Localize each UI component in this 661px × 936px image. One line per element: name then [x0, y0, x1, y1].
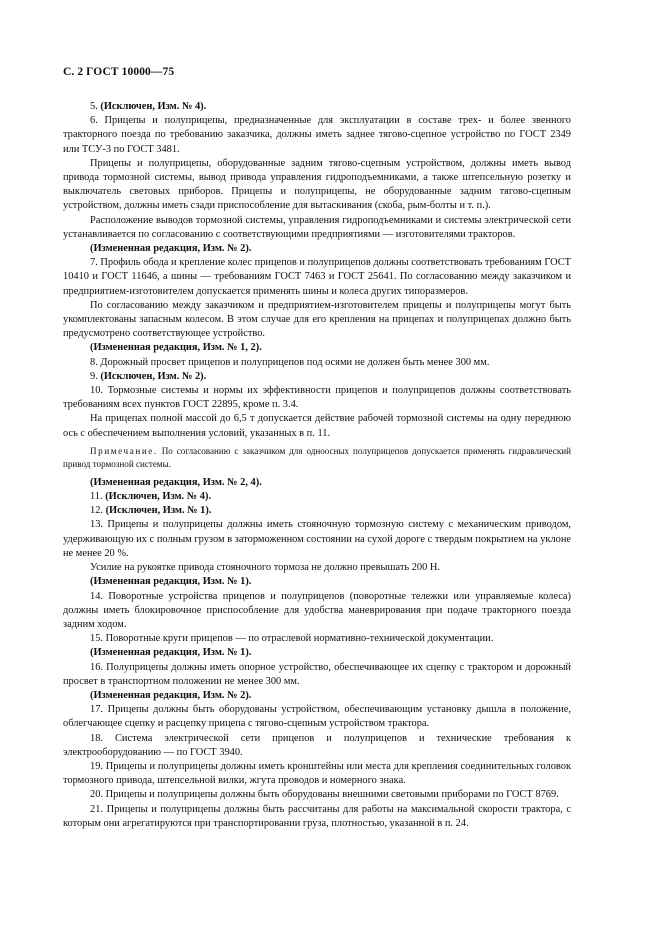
paragraph — [63, 476, 571, 490]
clause-text: Прицепы должны быть оборудованы устройством, обеспечивающим установку дышла в положение, облегчающее сцепку и расцепку прицепа с тягово-сцепным устройством трактора. — [63, 704, 572, 730]
clause-status: (Исключен, Изм. № 2). — [100, 370, 207, 382]
clause-text: Поворотные устройства прицепов и полуприцепов (поворотные тележки или управляемые колеса) должны иметь блокировочное приспособление для удобства маневрирования при подаче тракторного поезда задним ходом. — [63, 590, 572, 630]
clause-number: 9. — [90, 370, 101, 382]
paragraph — [63, 100, 571, 114]
clause-text: Прицепы и полуприцепы, оборудованные задним тягово-сцепным устройством, должны иметь вывод привода тормозной системы, вывод привода управления гидроподъемниками, а также штепсельную розетку и выключатель световых приборов. Прицепы и полуприцепы, не оборудованные задним тягово-сцепным устройством, должны иметь сзади приспособление для вытаскивания (скоба, рым-болты и т. п.). — [63, 157, 571, 212]
clause-text: Прицепы и полуприцепы, предназначенные для эксплуатации в составе трех- и более звенного тракторного поезда по требованию заказчика, должны иметь заднее тягово-сцепное устройство по ГОСТ 2349 или ТСУ-3 по ГОСТ 3481. — [63, 115, 572, 155]
clause-text: Прицепы и полуприцепы должны иметь кронштейны или места для крепления соединительных головок тормозного привода, штепсельной вилки, жгута проводов и номерного знака. — [63, 760, 571, 787]
clause-number: 14. — [90, 590, 109, 602]
clause-text: Усилие на рукоятке привода стояночного тормоза не должно превышать 200 Н. — [90, 562, 441, 574]
clause-text: Профиль обода и крепление колес прицепов и полуприцепов должны соответствовать требованиям ГОСТ 10410 и ГОСТ 11646, а шины — требованиям ГОСТ 7463 и ГОСТ 25641. По согласованию между заказчиком и предприятием-изготовителем допускается применять шины и колеса других типоразмеров. — [63, 257, 572, 297]
paragraph — [63, 356, 571, 370]
clause-number: 5. — [90, 101, 101, 112]
clause-number: 17. — [90, 704, 108, 716]
clause-status: (Исключен, Изм. № 1). — [105, 505, 212, 517]
paragraph — [63, 632, 571, 646]
clause-number: 20. — [90, 789, 106, 801]
clause-text: Прицепы и полуприцепы должны иметь стояночную тормозную систему с механическим приводом, удерживающую их с полным грузом в заторможенном состоянии на сухой дороге с твердым покрытием на уклоне не менее 20 %. — [63, 519, 571, 559]
clause-number: 21. — [90, 803, 107, 815]
note-text: По согласованию с заказчиком для одноосных полуприцепов допускается применять гидравлический привод тормозной системы. — [63, 445, 571, 469]
paragraph — [63, 242, 571, 256]
clause-number: 12. — [90, 505, 106, 517]
clause-number: 11. — [90, 491, 106, 503]
clause-status: (Измененная редакция, Изм. № 2). — [90, 689, 252, 701]
clause-text: По согласованию между заказчиком и предприятием-изготовителем прицепы и полуприцепы могут быть укомплектованы запасным колесом. В этом случае для его крепления на прицепах и полуприцепах должно быть предусмотрено соответствующее устройство. — [63, 299, 571, 340]
clauses-part-2 — [63, 476, 571, 831]
clause-status: (Измененная редакция, Изм. № 2, 4). — [90, 476, 262, 488]
clause-number: 8. — [90, 356, 101, 368]
paragraph — [63, 732, 571, 760]
clause-number: 19. — [90, 760, 106, 772]
paragraph — [63, 341, 571, 355]
clause-text: Тормозные системы и нормы их эффективности прицепов и полуприцепов должны соответствовать требованиям всех пунктов ГОСТ 22895, кроме п. 3.4. — [63, 385, 571, 411]
paragraph — [63, 490, 571, 504]
paragraph — [63, 561, 571, 575]
page-header: С. 2 ГОСТ 10000—75 — [63, 66, 175, 78]
paragraph — [63, 661, 571, 689]
clause-number: 18. — [90, 732, 115, 744]
paragraph — [63, 384, 571, 412]
paragraph — [63, 518, 571, 561]
clause-number: 13. — [90, 519, 108, 531]
clause-number: 10. — [90, 385, 108, 397]
note-label: Примечание. — [90, 445, 158, 456]
clause-text: Дорожный просвет прицепов и полуприцепов под осями не должен быть менее 300 мм. — [100, 356, 490, 368]
clause-number: 16. — [90, 661, 107, 673]
clause-status: (Измененная редакция, Изм. № 1, 2). — [90, 342, 262, 354]
clause-status: (Измененная редакция, Изм. № 2). — [90, 243, 252, 255]
paragraph — [63, 590, 571, 633]
clause-number: 7. — [90, 257, 101, 269]
paragraph — [63, 575, 571, 589]
clause-text: На прицепах полной массой до 6,5 т допускается действие рабочей тормозной системы на одну переднюю ось с обеспечением выполнения условий, указанных в п. 11. — [63, 413, 571, 439]
paragraph — [63, 504, 571, 518]
paragraph — [63, 788, 571, 802]
clauses-part-1 — [63, 100, 571, 441]
note — [63, 445, 571, 471]
paragraph — [63, 689, 571, 703]
clause-text: Поворотные круги прицепов — по отраслевой нормативно-технической документации. — [105, 633, 494, 645]
paragraph — [63, 412, 571, 440]
clause-text: Прицепы и полуприцепы должны быть рассчитаны для работы на максимальной скорости трактора, с которым они агрегатируются при транспортировании груза, плотностью, указанной в п. 24. — [63, 803, 572, 829]
paragraph — [63, 114, 571, 157]
clause-text: Прицепы и полуприцепы должны быть оборудованы внешними световыми приборами по ГОСТ 8769. — [105, 789, 559, 801]
clause-status: (Исключен, Изм. № 4). — [105, 491, 212, 503]
clause-number: 6. — [90, 115, 105, 127]
paragraph — [63, 256, 571, 299]
clause-status: (Измененная редакция, Изм. № 1). — [90, 576, 252, 588]
paragraph — [63, 370, 571, 384]
clause-status: (Измененная редакция, Изм. № 1). — [90, 647, 252, 659]
clause-number: 15. — [90, 633, 106, 645]
paragraph — [63, 214, 571, 242]
clause-status: (Исключен, Изм. № 4). — [100, 101, 207, 112]
document-body — [63, 100, 571, 831]
clause-text: Система электрической сети прицепов и полуприцепов и технические требования к электрооборудованию — по ГОСТ 3940. — [63, 732, 572, 758]
paragraph — [63, 299, 571, 342]
paragraph — [63, 157, 571, 214]
paragraph — [63, 803, 571, 831]
paragraph — [63, 760, 571, 788]
clause-text: Расположение выводов тормозной системы, управления гидроподъемниками и системы электрической сети устанавливается по согласованию с соответствующими предприятиями — изготовителями тракторов. — [63, 214, 571, 240]
paragraph — [63, 703, 571, 731]
paragraph — [63, 646, 571, 660]
clause-text: Полуприцепы должны иметь опорное устройство, обеспечивающее их сцепку с трактором и дорожный просвет в транспортном положении не менее 300 мм. — [63, 661, 571, 687]
